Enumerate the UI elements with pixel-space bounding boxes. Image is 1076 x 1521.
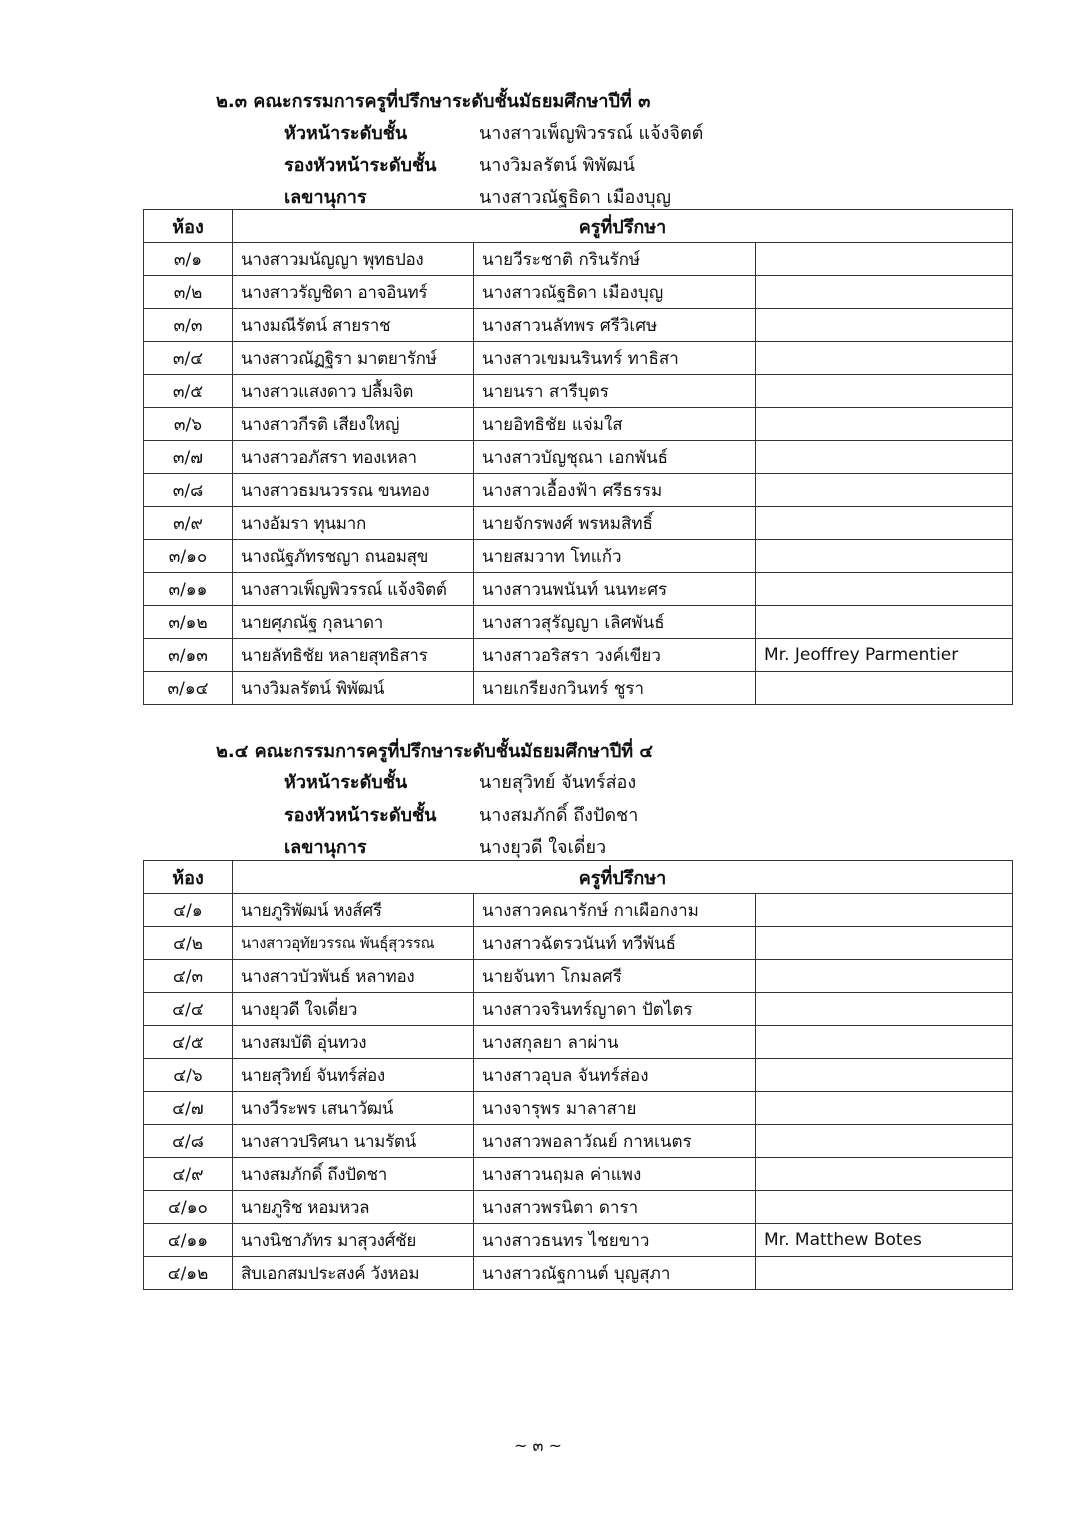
room-cell: ๓/๑๓ xyxy=(144,639,233,672)
advisor-1-cell: นางอัมรา ทุนมาก xyxy=(233,507,474,540)
advisor-3-cell xyxy=(756,243,1013,276)
advisor-1-cell: นางสาวกีรติ เสียงใหญ่ xyxy=(233,408,474,441)
advisor-table xyxy=(143,209,1013,705)
head-of-level-value: นางสาวเพ็ญพิวรรณ์ แจ้งจิตต์ xyxy=(479,123,704,144)
table-row xyxy=(144,441,1013,474)
advisor-1-cell: นางสาวมนัญญา พุทธปอง xyxy=(233,243,474,276)
table-row xyxy=(144,507,1013,540)
advisor-2-cell: นางสาวพรนิตา ดารา xyxy=(474,1191,756,1224)
secretary-value: นางยุวดี ใจเดี่ยว xyxy=(479,837,607,858)
table-row xyxy=(144,1026,1013,1059)
deputy-head-value: นางวิมลรัตน์ พิพัฒน์ xyxy=(479,155,635,176)
advisor-1-cell: นางสาวณัฏฐิรา มาตยารักษ์ xyxy=(233,342,474,375)
advisor-1-cell: นางสาวรัญชิดา อาจอินทร์ xyxy=(233,276,474,309)
room-cell: ๓/๑๐ xyxy=(144,540,233,573)
advisor-2-cell: นางสาวนพนันท์ นนทะศร xyxy=(474,573,756,606)
deputy-head-label: รองหัวหน้าระดับชั้น xyxy=(284,155,437,176)
table-row xyxy=(144,927,1013,960)
advisor-3-cell xyxy=(756,894,1013,927)
head-of-level-label: หัวหน้าระดับชั้น xyxy=(284,772,408,793)
advisor-1-cell: นายภูริช หอมหวล xyxy=(233,1191,474,1224)
advisor-1-cell: นายภูริพัฒน์ หงส์ศรี xyxy=(233,894,474,927)
advisor-1-cell: นางสาวอภัสรา ทองเหลา xyxy=(233,441,474,474)
table-row xyxy=(144,672,1013,705)
advisor-3-cell xyxy=(756,507,1013,540)
advisor-1-cell: นางวิมลรัตน์ พิพัฒน์ xyxy=(233,672,474,705)
advisor-3-cell xyxy=(756,573,1013,606)
advisor-2-cell: นายจันทา โกมลศรี xyxy=(474,960,756,993)
advisor-1-cell: นายศุภณัฐ กุลนาดา xyxy=(233,606,474,639)
advisor-table xyxy=(143,860,1013,1290)
advisor-1-cell: นางวีระพร เสนาวัฒน์ xyxy=(233,1092,474,1125)
table-row xyxy=(144,1224,1013,1257)
advisor-3-cell xyxy=(756,1059,1013,1092)
advisor-3-cell xyxy=(756,993,1013,1026)
room-cell: ๔/๓ xyxy=(144,960,233,993)
advisor-2-cell: นายจักรพงศ์ พรหมสิทธิ์ xyxy=(474,507,756,540)
advisor-1-cell: นางสมบัติ อุ่นทวง xyxy=(233,1026,474,1059)
table-row xyxy=(144,894,1013,927)
table-row xyxy=(144,606,1013,639)
room-cell: ๔/๑ xyxy=(144,894,233,927)
advisor-1-cell: นางยุวดี ใจเดี่ยว xyxy=(233,993,474,1026)
room-cell: ๔/๗ xyxy=(144,1092,233,1125)
advisor-2-cell: นายวีระชาติ กรินรักษ์ xyxy=(474,243,756,276)
table-row xyxy=(144,993,1013,1026)
advisor-3-cell xyxy=(756,927,1013,960)
table-header-row xyxy=(144,210,1013,243)
room-column-header: ห้อง xyxy=(144,861,233,894)
advisor-3-cell xyxy=(756,960,1013,993)
advisor-3-cell xyxy=(756,474,1013,507)
advisor-2-cell: นางสาวณัฐกานต์ บุญสุภา xyxy=(474,1257,756,1290)
room-cell: ๓/๗ xyxy=(144,441,233,474)
room-cell: ๓/๒ xyxy=(144,276,233,309)
table-row xyxy=(144,1257,1013,1290)
table-row xyxy=(144,375,1013,408)
advisor-3-cell xyxy=(756,540,1013,573)
secretary-label: เลขานุการ xyxy=(284,837,367,858)
table-row xyxy=(144,639,1013,672)
room-cell: ๓/๙ xyxy=(144,507,233,540)
advisor-2-cell: นางสาวบัญชุณา เอกพันธ์ xyxy=(474,441,756,474)
advisor-1-cell: นายสุวิทย์ จันทร์ส่อง xyxy=(233,1059,474,1092)
table-row xyxy=(144,309,1013,342)
advisor-2-cell: นายสมวาท โทแก้ว xyxy=(474,540,756,573)
room-cell: ๔/๑๐ xyxy=(144,1191,233,1224)
room-cell: ๓/๓ xyxy=(144,309,233,342)
room-cell: ๔/๔ xyxy=(144,993,233,1026)
secretary-value: นางสาวณัฐธิดา เมืองบุญ xyxy=(479,187,671,208)
table-row xyxy=(144,243,1013,276)
table-row xyxy=(144,276,1013,309)
advisor-2-cell: นางสาวจรินทร์ญาดา ปัตไตร xyxy=(474,993,756,1026)
room-cell: ๔/๖ xyxy=(144,1059,233,1092)
room-cell: ๓/๑๑ xyxy=(144,573,233,606)
advisor-2-cell: นายนรา สารีบุตร xyxy=(474,375,756,408)
advisors-column-header: ครูที่ปรึกษา xyxy=(233,210,1013,243)
advisor-2-cell: นางสาวสุรัญญา เลิศพันธ์ xyxy=(474,606,756,639)
advisor-3-cell xyxy=(756,1125,1013,1158)
room-column-header: ห้อง xyxy=(144,210,233,243)
room-cell: ๓/๑ xyxy=(144,243,233,276)
room-cell: ๔/๑๑ xyxy=(144,1224,233,1257)
advisor-1-cell: นางณัฐภัทรชญา ถนอมสุข xyxy=(233,540,474,573)
advisor-1-cell: นางสมภักดิ์ ถึงปัดชา xyxy=(233,1158,474,1191)
room-cell: ๔/๙ xyxy=(144,1158,233,1191)
room-cell: ๓/๔ xyxy=(144,342,233,375)
advisor-3-cell xyxy=(756,276,1013,309)
advisor-2-cell: นางสาวนลัทพร ศรีวิเศษ xyxy=(474,309,756,342)
advisor-1-cell: นางสาวธมนวรรณ ขนทอง xyxy=(233,474,474,507)
advisor-1-cell: สิบเอกสมประสงค์ วังหอม xyxy=(233,1257,474,1290)
advisor-3-cell xyxy=(756,1257,1013,1290)
advisor-2-cell: นางสกุลยา ลาผ่าน xyxy=(474,1026,756,1059)
section-title: ๒.๔ คณะกรรมการครูที่ปรึกษาระดับชั้นมัธยมศึกษาปีที่ ๔ xyxy=(216,741,654,762)
head-of-level-value: นายสุวิทย์ จันทร์ส่อง xyxy=(479,772,637,793)
advisor-2-cell: นางสาวนฤมล ค่าแพง xyxy=(474,1158,756,1191)
advisor-3-cell xyxy=(756,1158,1013,1191)
room-cell: ๓/๑๒ xyxy=(144,606,233,639)
advisors-column-header: ครูที่ปรึกษา xyxy=(233,861,1013,894)
advisor-2-cell: นางสาวคณารักษ์ กาเผือกงาม xyxy=(474,894,756,927)
advisor-3-cell: Mr. Jeoffrey Parmentier xyxy=(756,639,1013,672)
advisor-3-cell xyxy=(756,408,1013,441)
room-cell: ๔/๕ xyxy=(144,1026,233,1059)
room-cell: ๓/๑๔ xyxy=(144,672,233,705)
advisor-1-cell: นางมณีรัตน์ สายราช xyxy=(233,309,474,342)
advisor-3-cell xyxy=(756,375,1013,408)
table-row xyxy=(144,1092,1013,1125)
deputy-head-value: นางสมภักดิ์ ถึงปัดชา xyxy=(479,805,639,826)
table-row xyxy=(144,1125,1013,1158)
room-cell: ๔/๑๒ xyxy=(144,1257,233,1290)
secretary-label: เลขานุการ xyxy=(284,187,367,208)
advisor-2-cell: นางสาวพอลาวัณย์ กาหเนตร xyxy=(474,1125,756,1158)
advisor-2-cell: นางสาวธนทร ไชยขาว xyxy=(474,1224,756,1257)
room-cell: ๔/๘ xyxy=(144,1125,233,1158)
table-row xyxy=(144,474,1013,507)
table-row xyxy=(144,1191,1013,1224)
advisor-2-cell: นางสาวอริสรา วงค์เขียว xyxy=(474,639,756,672)
advisor-2-cell: นางสาวอุบล จันทร์ส่อง xyxy=(474,1059,756,1092)
table-row xyxy=(144,342,1013,375)
room-cell: ๓/๖ xyxy=(144,408,233,441)
advisor-1-cell: นางสาวเพ็ญพิวรรณ์ แจ้งจิตต์ xyxy=(233,573,474,606)
page-number: ~ ๓ ~ xyxy=(514,1436,562,1455)
table-row xyxy=(144,573,1013,606)
table-row xyxy=(144,540,1013,573)
advisor-3-cell xyxy=(756,606,1013,639)
advisor-3-cell xyxy=(756,1191,1013,1224)
advisor-3-cell xyxy=(756,342,1013,375)
advisor-3-cell xyxy=(756,672,1013,705)
advisor-table-body xyxy=(144,243,1013,705)
advisor-table-body xyxy=(144,894,1013,1290)
advisor-1-cell: นายลัทธิชัย หลายสุทธิสาร xyxy=(233,639,474,672)
table-header-row xyxy=(144,861,1013,894)
advisor-2-cell: นางสาวเขมนรินทร์ ทาธิสา xyxy=(474,342,756,375)
advisor-2-cell: นายเกรียงกวินทร์ ชูรา xyxy=(474,672,756,705)
deputy-head-label: รองหัวหน้าระดับชั้น xyxy=(284,805,437,826)
advisor-3-cell xyxy=(756,441,1013,474)
advisor-2-cell: นางสาวฉัตรวนันท์ ทวีพันธ์ xyxy=(474,927,756,960)
advisor-2-cell: นางสาวเอื้องฟ้า ศรีธรรม xyxy=(474,474,756,507)
advisor-2-cell: นางจารุพร มาลาสาย xyxy=(474,1092,756,1125)
advisor-1-cell: นางสาวอุทัยวรรณ พันธุ์สุวรรณ xyxy=(233,927,474,960)
advisor-2-cell: นางสาวณัฐธิดา เมืองบุญ xyxy=(474,276,756,309)
advisor-3-cell: Mr. Matthew Botes xyxy=(756,1224,1013,1257)
advisor-2-cell: นายอิทธิชัย แจ่มใส xyxy=(474,408,756,441)
room-cell: ๓/๕ xyxy=(144,375,233,408)
advisor-3-cell xyxy=(756,309,1013,342)
advisor-1-cell: นางสาวแสงดาว ปลื้มจิต xyxy=(233,375,474,408)
advisor-1-cell: นางนิชาภัทร มาสุวงศ์ชัย xyxy=(233,1224,474,1257)
advisor-1-cell: นางสาวบัวพันธ์ หลาทอง xyxy=(233,960,474,993)
table-row xyxy=(144,1059,1013,1092)
section-title: ๒.๓ คณะกรรมการครูที่ปรึกษาระดับชั้นมัธยมศึกษาปีที่ ๓ xyxy=(216,91,651,112)
advisor-1-cell: นางสาวปริศนา นามรัตน์ xyxy=(233,1125,474,1158)
room-cell: ๔/๒ xyxy=(144,927,233,960)
room-cell: ๓/๘ xyxy=(144,474,233,507)
table-row xyxy=(144,960,1013,993)
head-of-level-label: หัวหน้าระดับชั้น xyxy=(284,123,408,144)
table-row xyxy=(144,1158,1013,1191)
advisor-3-cell xyxy=(756,1026,1013,1059)
advisor-3-cell xyxy=(756,1092,1013,1125)
table-row xyxy=(144,408,1013,441)
